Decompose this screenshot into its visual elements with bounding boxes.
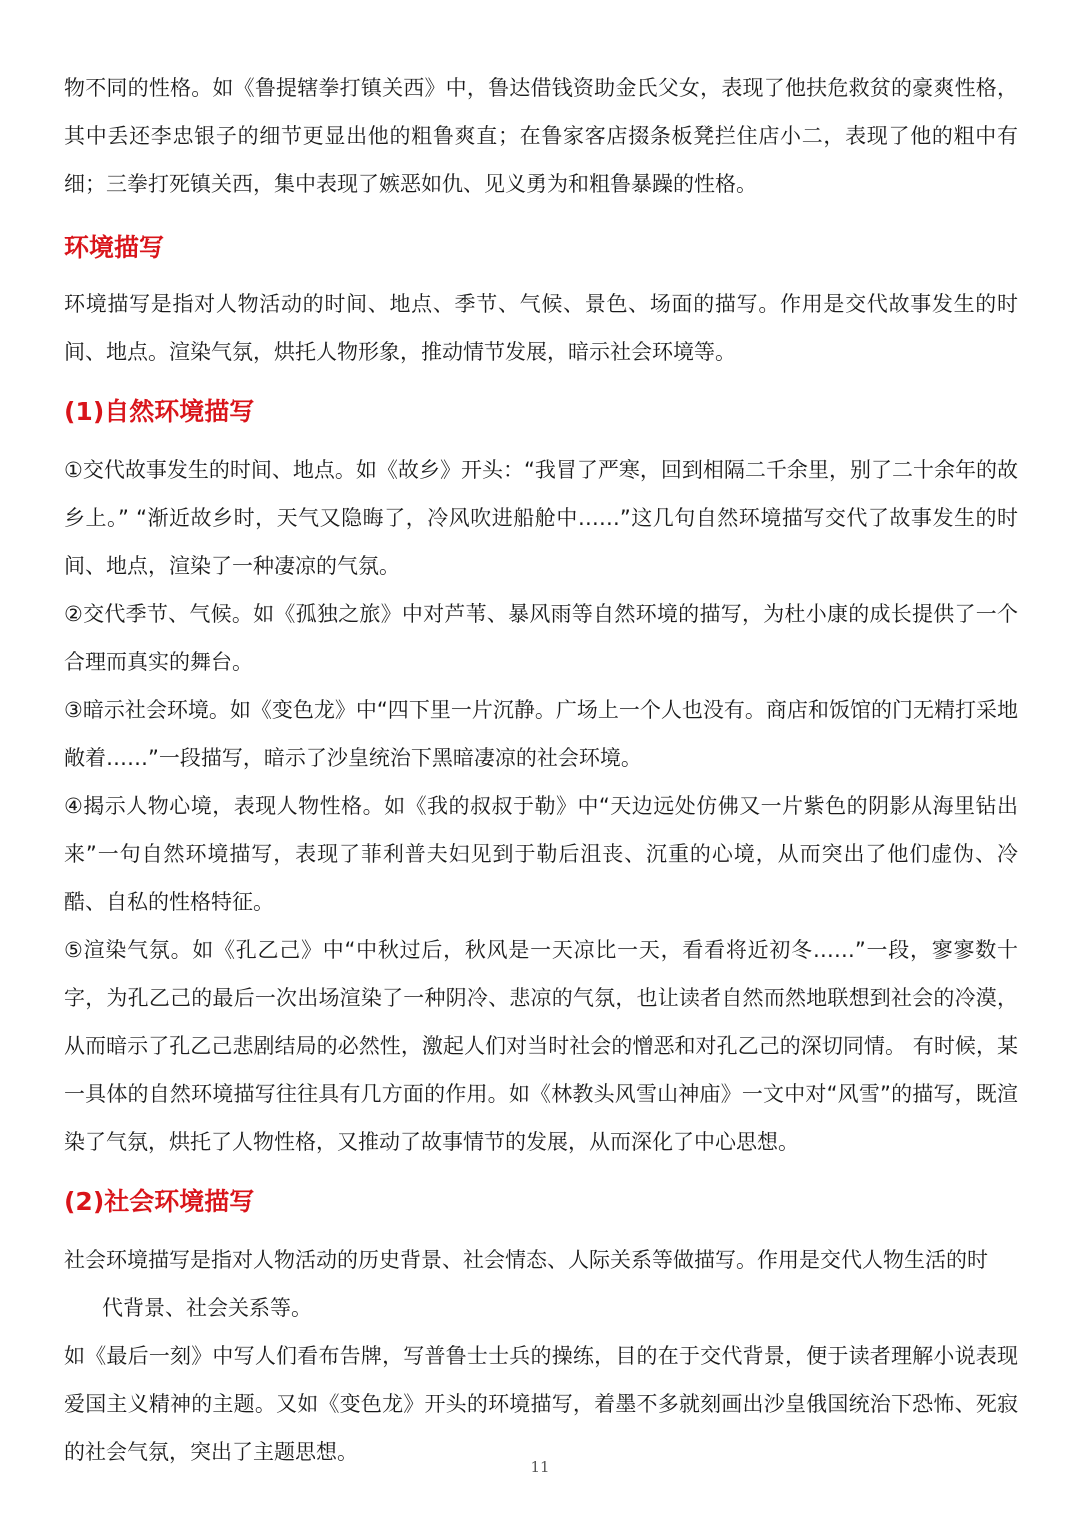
section-title: 环境描写 [64,233,165,262]
subsection-social-title: (2)社会环境描写 [64,1187,255,1216]
natural-item-5: ⑤渲染气氛。如《孔乙己》中“中秋过后，秋风是一天凉比一天，看看将近初冬……”一段，寥寥数十字，为孔乙己的最后一次出场渲染了一种阴冷、悲凉的气氛，也让读者自然而然地联想到社会的冷漠，从而暗示了孔乙己悲剧结局的必然性，激起人们对当时社会的憎恶和对孔乙己的深切同情。 有时候，某一具体的自然环境描写往往具有几方面的作用。如《林教头风雪山神庙》一文中对“风雪”的描写，既渲染了气氛，烘托了人物性格，又推动了故事情节的发展，从而深化了中心思想。 [64,938,1018,1154]
section-intro-paragraph: 环境描写是指对人物活动的时间、地点、季节、气候、景色、场面的描写。作用是交代故事发生的时间、地点。渲染气氛，烘托人物形象，推动情节发展，暗示社会环境等。 [64,292,1018,364]
social-definition-line2: 代背景、社会关系等。 [102,1296,312,1320]
natural-item-1: ①交代故事发生的时间、地点。如《故乡》开头：“我冒了严寒，回到相隔二千余里，别了二十余年的故乡上。” “渐近故乡时，天气又隐晦了，冷风吹进船舱中……”这几句自然环境描写交代了故事发生的时间、地点，渲染了一种凄凉的气氛。 [64,458,1018,578]
natural-item-4: ④揭示人物心境，表现人物性格。如《我的叔叔于勒》中“天边远处仿佛又一片紫色的阴影从海里钻出来”一句自然环境描写，表现了菲利普夫妇见到于勒后沮丧、沉重的心境，从而突出了他们虚伪、冷酷、自私的性格特征。 [64,794,1018,914]
social-definition-line1: 社会环境描写是指对人物活动的历史背景、社会情态、人际关系等做描写。作用是交代人物生活的时 [64,1248,988,1272]
page-number: 11 [530,1458,550,1476]
subsection-natural-title: (1)自然环境描写 [64,397,255,426]
intro-paragraph: 物不同的性格。如《鲁提辖拳打镇关西》中，鲁达借钱资助金氏父女，表现了他扶危救贫的豪爽性格，其中丢还李忠银子的细节更显出他的粗鲁爽直；在鲁家客店掇条板凳拦住店小二，表现了他的粗中有细；三拳打死镇关西，集中表现了嫉恶如仇、见义勇为和粗鲁暴躁的性格。 [64,76,1018,196]
social-example-paragraph: 如《最后一刻》中写人们看布告牌，写普鲁士士兵的操练，目的在于交代背景，便于读者理解小说表现爱国主义精神的主题。又如《变色龙》开头的环境描写，着墨不多就刻画出沙皇俄国统治下恐怖、死寂的社会气氛，突出了主题思想。 [64,1344,1018,1464]
natural-item-3: ③暗示社会环境。如《变色龙》中“四下里一片沉静。广场上一个人也没有。商店和饭馆的门无精打采地敞着……”一段描写，暗示了沙皇统治下黑暗凄凉的社会环境。 [64,698,1018,770]
natural-item-2: ②交代季节、气候。如《孤独之旅》中对芦苇、暴风雨等自然环境的描写，为杜小康的成长提供了一个合理而真实的舞台。 [64,602,1018,674]
document-body [64,64,1018,1476]
